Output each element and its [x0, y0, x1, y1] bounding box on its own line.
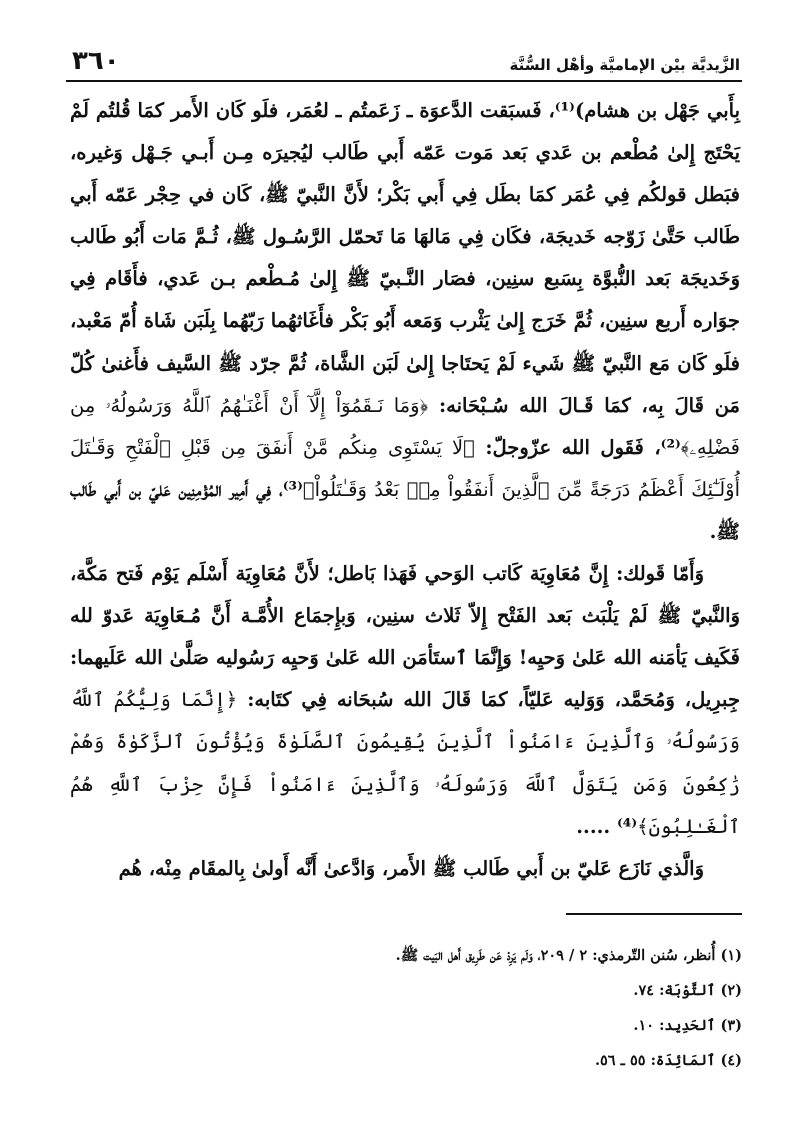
- paragraph-1: [70, 90, 740, 553]
- footnote-2: (٢) ٱلتَّوْبَة: ٧٤.: [633, 982, 742, 999]
- running-title: الزَّيديَّة بيْن الإماميَّة وأهْل السُّنَّة: [509, 56, 740, 74]
- footnote-3: (٣) ٱلحَدِيد: ١٠.: [633, 1017, 742, 1034]
- quote-3-note: ⁽⁴⁾ .....: [576, 814, 638, 838]
- quran-quote-3: ﴿إِنَّمَا وَلِيُّكُمُ ٱللَّهُ وَرَسُولُهُۥ وَٱلَّذِينَ ءَامَنُواْ ٱلَّذِينَ يُقِيمُونَ ٱلصَّلَوٰةَ وَيُؤْتُونَ ٱلزَّكَوٰةَ وَهُمْ رَٰكِعُونَ وَمَن يَتَوَلَّ ٱللَّهَ وَرَسُولَهُۥ وَٱلَّذِينَ ءَامَنُواْ فَإِنَّ حِزْبَ ٱللَّهِ هُمُ ٱلْغَـٰلِبُونَ﴾: [70, 688, 740, 838]
- main-text: [70, 90, 740, 890]
- paragraph-2: [70, 553, 740, 848]
- paragraph-3: وَالَّذي نَازَع عَليّ بن أَبي طَالب ﷺ الأَمر، وَادَّعىٰ أَنَّه أَولىٰ بِالمقَام مِنْه، هُم: [118, 856, 704, 880]
- header-rule: [66, 80, 742, 82]
- paragraph-2-text: وَأَمّا قَولك: إِنَّ مُعَاوِيَة كَاتب الوَحي فَهَذا بَاطل؛ لأَنَّ مُعَاوِيَة أَسْلَم يَوْم فَتح مَكَّة، وَالنَّبيّ ﷺ لَمْ يَلْبَث بَعد الفَتْح إِلاّ ثَلاث سنِين، وَبإِجمَاع الأُمَّـة أَنَّ مُـعَاوِيَة عَدوّ لله فَكَيف يَأمَنه الله عَلىٰ وَحيِه! وَإِنَّمَا ٱستَأمَن الله عَلىٰ وَحيِه رَسُوليه صَلَّىٰ الله عَلَيهما: جِبرِيل، وَمُحَمَّد، وَوَليه عَليّاً، كمَا قَالَ الله سُبحَانه فِي كتَابه:: [70, 562, 740, 712]
- page-number: ٣٦٠: [72, 46, 120, 76]
- page-header: [72, 28, 740, 74]
- footnote-rule: [566, 913, 742, 915]
- quran-quote-1: ﴿وَمَا نَـقَمُوٓاْ إِلَّآ أَنْ أَغْنَـٰهُمُ ٱللَّهُ وَرَسُولُهُۥ مِن فَضْلِهِۦ﴾: [70, 393, 740, 459]
- quote-1-note: ⁽²⁾، فَقَول الله عزّوجلّ:: [485, 435, 681, 459]
- footnote-1: (١) أُنظر، سُنن التّرمذي: ٢ / ٢٠٩، وَلَم يَرِدْ عَن طَرِيق أَهل البَيت ﷺ.: [395, 947, 742, 964]
- quran-quote-2: ﴿لَا يَسْتَوِى مِنكُم مَّنْ أَنفَقَ مِن قَبْلِ ٱلْفَتْحِ وَقَـٰتَلَ أُوْلَـٰٓئِكَ أَعْظَمُ دَرَجَةً مِّنَ ٱلَّذِينَ أَنفَقُواْ مِنۢ بَعْدُ وَقَـٰتَلُواْ﴾: [70, 435, 740, 501]
- footnotes-list: [70, 938, 742, 1078]
- paragraph-1-text: بِأَبي جَهْل بن هشام)⁽¹⁾، فَسبَقت الدَّعوَة ـ زَعَمتُم ـ لعُمَر، فلَو كَان الأَمر كمَا قُلتُم لَمْ يَحْتَج إِلىٰ مُطْعم بن عَدي بَعد مَوت عَمّه أَبي طَالب ليُجيرَه مِـن أَبـي جَـهْل وَغيره، فبَطل قولكُم فِي عُمَر كمَا بطَل فِي أَبي بَكْر؛ لأَنَّ النَّبيّ ﷺ، كَان في حِجْر عَمّه أَبي طَالب حَتَّىٰ زَوّجه خَديجَة، فكَان فِي مَالهَا مَا تَحمّل الرَّسُـول ﷺ، ثُـمَّ مَات أَبُو طَالب وَخَديجَة بَعد النُّبوَّة بِسَبع سنِين، فصَار النَّـبيّ ﷺ إِلىٰ مُـطْعم بـن عَدي، فأَقَام فِي جوَاره أَربع سنِين، ثُمَّ خَرَج إِلىٰ يَثْرب وَمَعه أَبُو بَكْر فأَغَاثهُما رَبّهُما بِلَبَن شَاة أُمّ مَعْبد، فلَو كَان مَع النَّبيّ ﷺ شَيء لَمْ يَحتَاجا إِلىٰ لَبَن الشَّاة، ثُمَّ جرّد ﷺ السَّيف فأَغنىٰ كُلّ مَن قَالَ بِه، كمَا قَـالَ الله سُـبْحَانه:: [70, 99, 741, 417]
- footnote-4: (٤) ٱلمَائِدَة: ٥٥ ـ ٥٦.: [594, 1052, 742, 1069]
- quote-2-note: ⁽³⁾، فِي أَمِير المُؤْمِنِين عَليّ بن أَبي طَالب ﷺ.: [70, 477, 740, 543]
